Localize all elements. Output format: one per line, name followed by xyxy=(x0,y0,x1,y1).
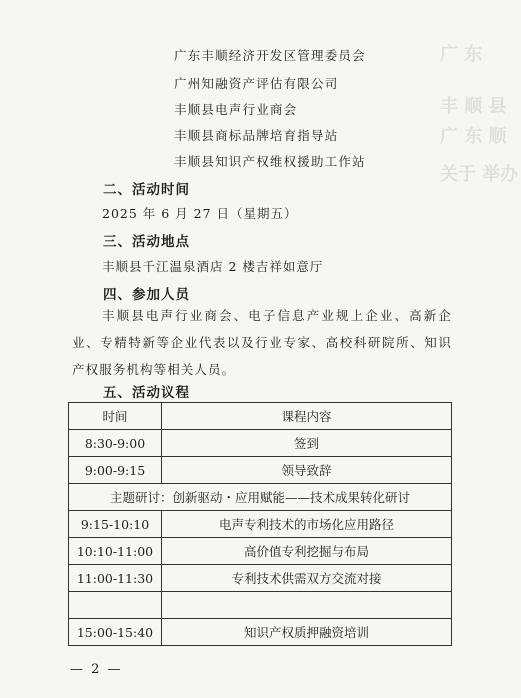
content-cell: 专利技术供需双方交流对接 xyxy=(162,565,452,592)
activity-place: 丰顺县千江温泉酒店 2 楼吉祥如意厅 xyxy=(102,259,324,274)
organizer-line: 广州知融资产评估有限公司 xyxy=(174,76,339,91)
table-header-cell: 课程内容 xyxy=(162,403,452,430)
table-row xyxy=(69,457,452,484)
content-cell: 高价值专利挖掘与布局 xyxy=(162,538,452,565)
table-row xyxy=(69,619,452,646)
content-cell: 签到 xyxy=(162,430,452,457)
table-row xyxy=(69,511,452,538)
table-row xyxy=(69,592,452,619)
bleed-through-mark: 广 东 顺 xyxy=(440,126,507,147)
content-cell: 电声专利技术的市场化应用路径 xyxy=(162,511,452,538)
time-cell xyxy=(69,592,162,619)
table-row xyxy=(69,538,452,565)
table-row xyxy=(69,484,452,511)
activity-date: 2025 年 6 月 27 日（星期五） xyxy=(102,206,298,221)
section-heading-agenda: 五、活动议程 xyxy=(103,385,190,401)
table-header-row xyxy=(69,403,452,430)
time-cell: 8:30-9:00 xyxy=(69,430,162,457)
time-cell: 11:00-11:30 xyxy=(69,565,162,592)
time-cell: 9:00-9:15 xyxy=(69,457,162,484)
bleed-through-mark: 关于 举办 xyxy=(440,164,519,185)
content-cell: 知识产权质押融资培训 xyxy=(162,619,452,646)
table-header-cell: 时间 xyxy=(69,403,162,430)
organizer-line: 丰顺县电声行业商会 xyxy=(174,102,298,117)
organizer-line: 丰顺县知识产权维权援助工作站 xyxy=(174,154,366,169)
bleed-through-mark: 丰 顺 县 xyxy=(440,96,507,117)
participants-paragraph: 丰顺县电声行业商会、电子信息产业规上企业、高新企业、专精特新等企业代表以及行业专家、高校科研院所、知识产权服务机构等相关人员。 xyxy=(72,308,452,377)
content-cell xyxy=(162,592,452,619)
organizer-line: 广东丰顺经济开发区管理委员会 xyxy=(174,48,366,63)
time-cell: 10:10-11:00 xyxy=(69,538,162,565)
table-row xyxy=(69,565,452,592)
content-cell: 领导致辞 xyxy=(162,457,452,484)
agenda-table xyxy=(68,402,452,646)
section-heading-place: 三、活动地点 xyxy=(103,234,190,250)
table-row xyxy=(69,430,452,457)
time-cell: 15:00-15:40 xyxy=(69,619,162,646)
organizer-line: 丰顺县商标品牌培育指导站 xyxy=(174,128,339,143)
time-cell: 9:15-10:10 xyxy=(69,511,162,538)
section-heading-time: 二、活动时间 xyxy=(103,182,190,198)
merged-theme-cell: 主题研讨：创新驱动・应用赋能——技术成果转化研讨 xyxy=(69,484,452,511)
bleed-through-mark: 广 东 xyxy=(440,44,483,65)
section-heading-participants: 四、参加人员 xyxy=(103,287,190,303)
page-number: — 2 — xyxy=(70,662,123,677)
